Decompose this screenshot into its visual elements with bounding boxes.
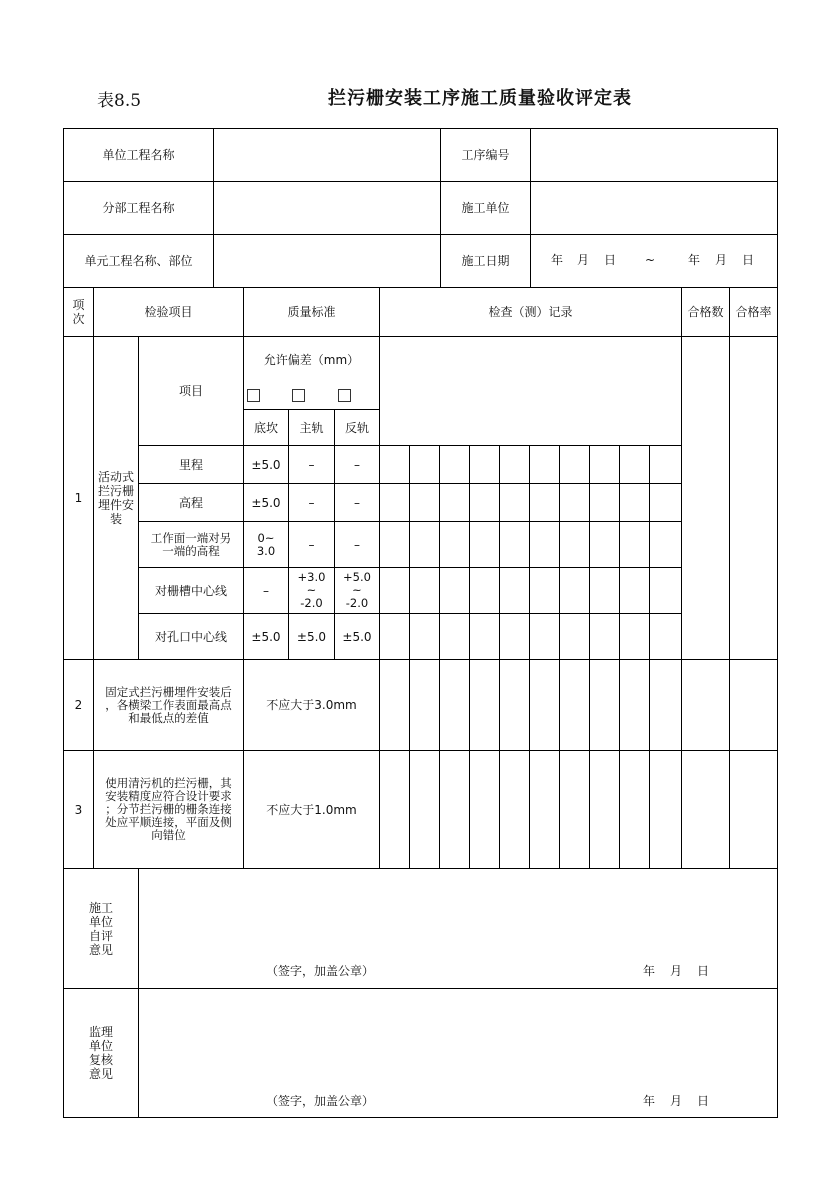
col-quality-standard: 质量标准: [287, 305, 336, 319]
division-project-field[interactable]: [214, 182, 440, 234]
process-no-label: 工序编号: [461, 148, 510, 162]
contractor-month: 月: [669, 964, 682, 978]
item3-description: 使用清污机的拦污栅，其 安装精度应符合设计要求 ；分节拦污栅的栅条连接 处应平顺连接，平面及侧 向错位: [105, 776, 232, 842]
item2-standard: 不应大于3.0mm: [266, 698, 357, 712]
supervisor-sign-note: （签字，加盖公章）: [265, 1094, 374, 1108]
supervisor-day: 日: [696, 1094, 709, 1108]
construction-date-label: 施工日期: [461, 254, 510, 268]
contractor-label: 施工单位: [461, 201, 510, 215]
row-name: 高程: [178, 495, 203, 510]
process-no-field[interactable]: [531, 129, 777, 181]
contractor-sign-note: （签字，加盖公章）: [265, 964, 374, 978]
row-value: –: [308, 457, 315, 472]
date-tilde: ~: [644, 253, 656, 267]
checkbox-reverse-rail[interactable]: [338, 389, 351, 402]
row-value: +5.0 ~ -2.0: [343, 570, 371, 610]
row-value: –: [354, 457, 360, 472]
contractor-day: 日: [696, 964, 709, 978]
item2-description: 固定式拦污栅埋件安装后 ，各横梁工作表面最高点 和最低点的差值: [105, 684, 232, 725]
division-project-label: 分部工程名称: [102, 201, 175, 215]
row-value: +3.0 ~ -2.0: [297, 570, 326, 610]
item1-category: 活动式 拦污栅 埋件安 装: [97, 470, 134, 526]
row-value: ±5.0: [251, 457, 281, 472]
col-qualified-count: 合格数: [687, 305, 724, 319]
row-name: 里程: [178, 457, 203, 472]
row-value: ±5.0: [296, 629, 327, 644]
item2-no: 2: [74, 698, 83, 712]
col-inspection-record: 检查（测）记录: [488, 305, 573, 319]
row-value: –: [308, 537, 315, 552]
item1-project-label: 项目: [178, 384, 203, 398]
supervisor-year: 年: [642, 1094, 655, 1108]
sub-header-main-rail: 主轨: [299, 420, 324, 435]
col-pass-rate: 合格率: [735, 305, 772, 319]
col-inspection-item: 检验项目: [144, 305, 193, 319]
supervisor-month: 月: [669, 1094, 682, 1108]
item3-no: 3: [74, 802, 83, 817]
contractor-field[interactable]: [531, 182, 777, 234]
item1-no: 1: [74, 491, 83, 505]
contractor-opinion-label: 施工 单位 自评 意见: [88, 900, 113, 957]
row-value: 0~ 3.0: [256, 530, 276, 558]
row-value: –: [354, 537, 360, 552]
page-title: 拦污栅安装工序施工质量验收评定表: [328, 88, 632, 109]
checkbox-sill[interactable]: [247, 389, 260, 402]
row-name: 对孔口中心线: [154, 629, 227, 644]
sub-header-sill: 底坎: [253, 420, 278, 435]
row-value: –: [354, 495, 360, 510]
table-number: 表8.5: [97, 91, 142, 111]
col-item-no: 项 次: [72, 298, 85, 326]
row-value: ±5.0: [251, 629, 281, 644]
date-month-1: 月: [576, 253, 589, 267]
row-name: 对栅槽中心线: [154, 583, 227, 598]
item3-standard: 不应大于1.0mm: [266, 802, 357, 817]
row-value: –: [263, 583, 269, 598]
checkbox-main-rail[interactable]: [292, 389, 305, 402]
element-project-label: 单元工程名称、部位: [84, 254, 193, 268]
row-value: ±5.0: [342, 629, 372, 644]
row-name: 工作面一端对另 一端的高程: [150, 530, 232, 558]
unit-project-field[interactable]: [214, 129, 440, 181]
item1-tolerance-label: 允许偏差（mm）: [263, 353, 360, 367]
element-project-field[interactable]: [214, 235, 440, 287]
date-year-1: 年: [550, 253, 563, 267]
row-value: ±5.0: [251, 495, 281, 510]
sub-header-reverse-rail: 反轨: [344, 420, 369, 435]
date-day-2: 日: [741, 253, 754, 267]
date-day-1: 日: [603, 253, 616, 267]
unit-project-label: 单位工程名称: [102, 148, 175, 162]
contractor-year: 年: [642, 964, 655, 978]
date-year-2: 年: [687, 253, 700, 267]
contractor-opinion-field[interactable]: [139, 869, 777, 959]
row-value: –: [308, 495, 315, 510]
date-month-2: 月: [714, 253, 727, 267]
supervisor-opinion-field[interactable]: [139, 989, 777, 1084]
supervisor-opinion-label: 监理 单位 复核 意见: [88, 1025, 113, 1081]
